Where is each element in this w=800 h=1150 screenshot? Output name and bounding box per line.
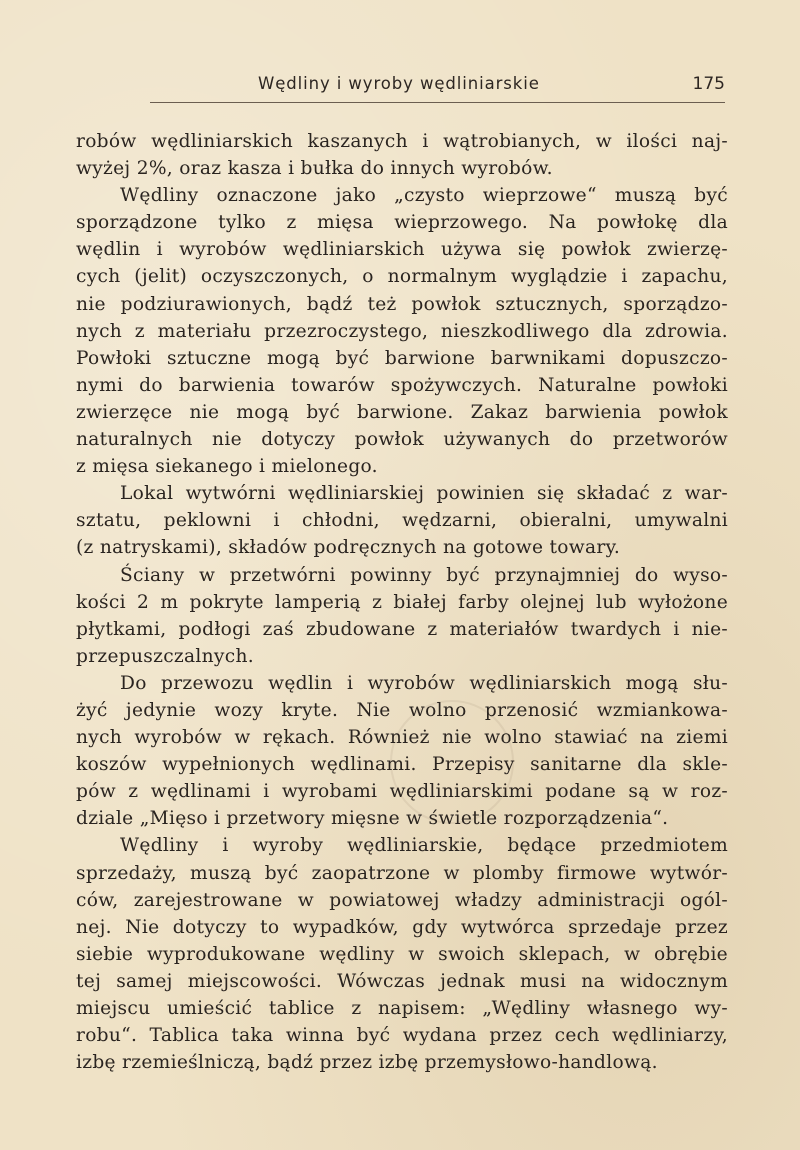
text-line: sprzedaży, muszą być zaopatrzone w plomby firmowe wytwór- [76,862,728,884]
text-line: pów z wędlinami i wyrobami wędliniarskimi podane są w roz- [76,781,728,803]
text-line: siebie wyprodukowane wędliny w swoich sklepach, w obrębie [76,943,728,965]
text-line: nie podziurawionych, bądź też powłok sztucznych, sporządzo- [76,293,728,315]
text-line: płytkami, podłogi zaś zbudowane z materiałów twardych i nie- [76,618,728,640]
text-line: Ściany w przetwórni powinny być przynajmniej do wyso- [120,564,728,586]
text-line: wędlin i wyrobów wędliniarskich używa się powłok zwierzę- [76,239,728,261]
text-line: Wędliny i wyroby wędliniarskie, będące przedmiotem [120,835,728,857]
text-line: robów wędliniarskich kaszanych i wątrobianych, w ilości naj- [76,131,728,152]
running-title: Wędliny i wyroby wędliniarskie [258,74,540,93]
text-line: dziale „Mięso i przetwory mięsne w świetle rozporządzenia“. [76,808,669,830]
text-line: tej samej miejscowości. Wówczas jednak musi na widocznym [76,970,728,992]
text-line: Powłoki sztuczne mogą być barwione barwnikami dopuszczo- [76,347,728,369]
text-line: izbę rzemieślniczą, bądź przez izbę przemysłowo-handlową. [76,1052,658,1074]
text-line: Lokal wytwórni wędliniarskiej powinien się składać z war- [120,483,728,505]
text-line: miejscu umieścić tablice z napisem: „Wędliny własnego wy- [76,998,728,1019]
text-line: sztatu, peklowni i chłodni, wędzarni, obieralni, umywalni [76,510,728,532]
text-line: Wędliny oznaczone jako „czysto wieprzowe“ muszą być [120,185,728,207]
page-number: 175 [692,74,725,94]
text-line: (z natryskami), składów podręcznych na gotowe towary. [76,537,621,559]
text-line: nych wyrobów w rękach. Również nie wolno stawiać na ziemi [76,727,728,749]
text-line: kości 2 m pokryte lamperią z białej farby olejnej lub wyłożone [76,591,728,613]
text-line: wyżej 2%, oraz kasza i bułka do innych wyrobów. [76,158,553,180]
text-line: nymi do barwienia towarów spożywczych. Naturalne powłoki [76,374,728,396]
text-line: ców, zarejestrowane w powiatowej władzy administracji ogól- [76,889,728,911]
text-line: robu“. Tablica taka winna być wydana przez cech wędliniarzy, [76,1025,728,1047]
text-line: nych z materiału przezroczystego, nieszkodliwego dla zdrowia. [76,320,728,342]
text-line: przepuszczalnych. [76,645,254,667]
text-line: Do przewozu wędlin i wyrobów wędliniarskich mogą słu- [120,672,728,694]
text-line: koszów wypełnionych wędlinami. Przepisy sanitarne dla skle- [76,754,728,776]
running-head [150,72,725,103]
body-text [76,128,728,1076]
text-line: zwierzęce nie mogą być barwione. Zakaz barwienia powłok [76,401,728,423]
text-line: żyć jedynie wozy kryte. Nie wolno przenosić wzmiankowa- [76,699,728,721]
text-line: sporządzone tylko z mięsa wieprzowego. Na powłokę dla [76,212,728,234]
text-line: naturalnych nie dotyczy powłok używanych do przetworów [76,429,728,451]
text-line: nej. Nie dotyczy to wypadków, gdy wytwórca sprzedaje przez [76,916,728,938]
text-line: z mięsa siekanego i mielonego. [76,456,378,478]
text-line: cych (jelit) oczyszczonych, o normalnym wyglądzie i zapachu, [76,266,728,288]
